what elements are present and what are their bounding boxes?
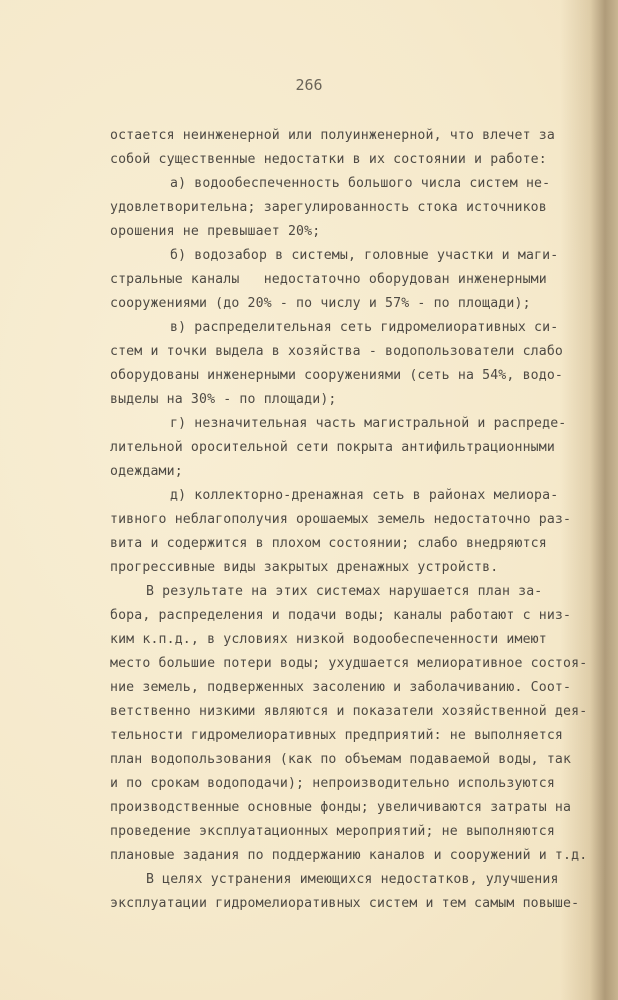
text-line: ким к.п.д., в условиях низкой водообеспеченности имеют (110, 632, 547, 647)
text-line: бора, распределения и подачи воды; каналы работают с низ- (110, 608, 572, 623)
text-line: место большие потери воды; ухудшается мелиоративное состоя- (110, 656, 588, 671)
text-line: сооружениями (до 20% - по числу и 57% - по площади); (110, 296, 531, 311)
text-line: ветственно низкими являются и показатели хозяйственной дея- (110, 704, 588, 719)
text-line: стральные каналы недостаточно оборудован инженерными (110, 272, 547, 287)
text-line: д) коллекторно-дренажная сеть в районах мелиора- (170, 488, 559, 503)
text-line: орошения не превышает 20%; (110, 224, 321, 239)
text-line: В целях устранения имеющихся недостатков, улучшения (146, 872, 559, 887)
text-line: тельности гидромелиоративных предприятий: не выполняется (110, 728, 564, 743)
text-line: производственные основные фонды; увеличиваются затраты на (110, 800, 572, 815)
text-line: проведение эксплуатационных мероприятий; не выполняются (110, 824, 555, 839)
text-line: В результате на этих системах нарушается план за- (146, 584, 543, 599)
text-line: выделы на 30% - по площади); (110, 392, 337, 407)
text-line: эксплуатации гидромелиоративных систем и тем самым повыше- (110, 896, 580, 911)
text-line: стем и точки выдела в хозяйства - водопользователи слабо (110, 344, 564, 359)
text-line: плановые задания по поддержанию каналов и сооружений и т.д. (110, 848, 588, 863)
text-line: б) водозабор в системы, головные участки и маги- (170, 248, 559, 263)
text-line: г) незначительная часть магистральной и распреде- (170, 416, 567, 431)
text-line: и по срокам водоподачи); непроизводительно используются (110, 776, 555, 791)
text-line: в) распределительная сеть гидромелиоративных си- (170, 320, 559, 335)
text-line: удовлетворительна; зарегулированность стока источников (110, 200, 547, 215)
page-number: 266 (295, 76, 323, 94)
text-line: одеждами; (110, 464, 183, 479)
text-line: ние земель, подверженных засолению и заболачиванию. Соот- (110, 680, 572, 695)
body-text (110, 124, 610, 916)
text-line: вита и содержится в плохом состоянии; слабо внедряются (110, 536, 547, 551)
text-line: лительной оросительной сети покрыта антифильтрационными (110, 440, 555, 455)
text-line: прогрессивные виды закрытых дренажных устройств. (110, 560, 499, 575)
text-line: собой существенные недостатки в их состоянии и работе: (110, 152, 547, 167)
text-line: план водопользования (как по объемам подаваемой воды, так (110, 752, 572, 767)
text-line: а) водообеспеченность большого числа систем не- (170, 176, 551, 191)
text-line: остается неинженерной или полуинженерной, что влечет за (110, 128, 555, 143)
text-line: тивного неблагополучия орошаемых земель недостаточно раз- (110, 512, 572, 527)
text-line: оборудованы инженерными сооружениями (сеть на 54%, водо- (110, 368, 564, 383)
